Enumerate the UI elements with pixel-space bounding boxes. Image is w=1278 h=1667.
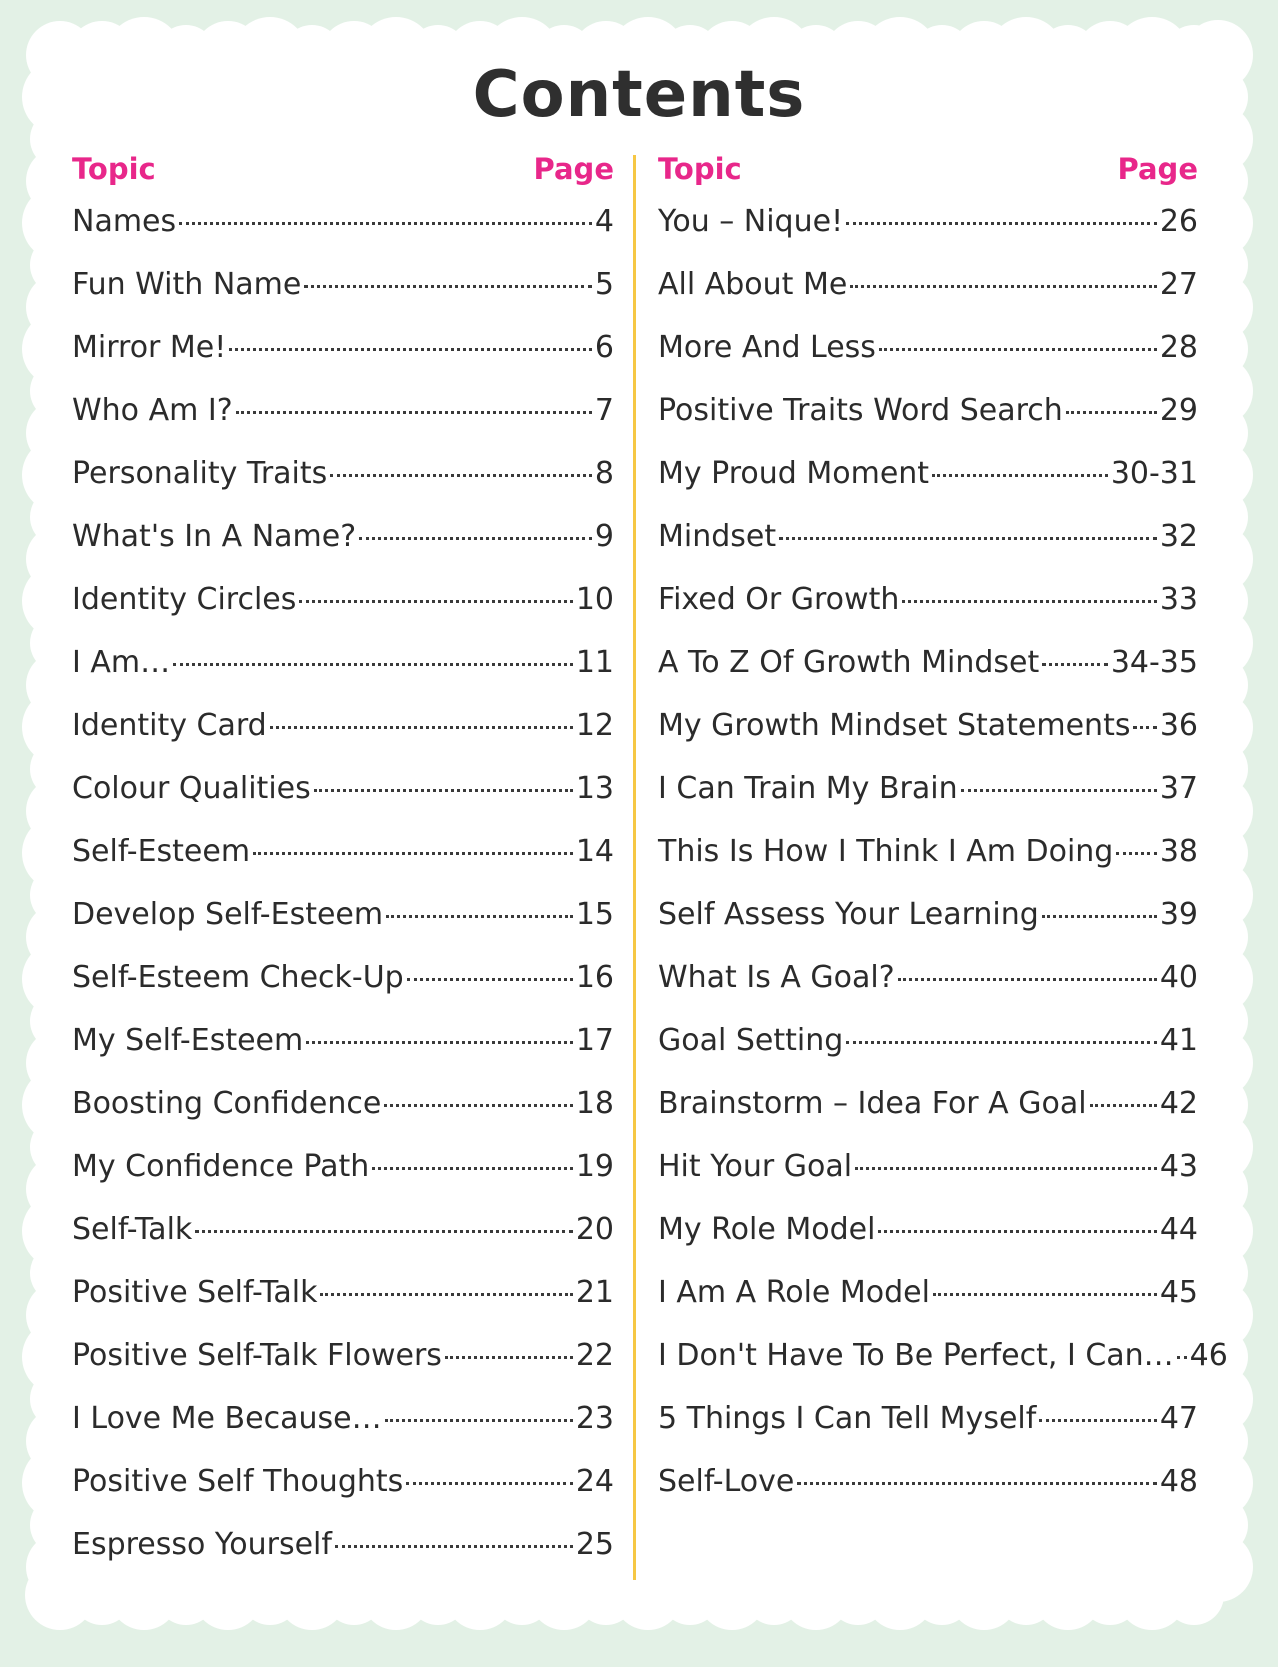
dot-leader [384,1104,573,1107]
toc-entry [72,1513,614,1576]
toc-entry [72,1261,614,1324]
toc-entry-topic: Boosting Confidence [72,1086,382,1121]
toc-entry-page: 16 [575,960,614,995]
toc-entry-page: 45 [1159,1275,1198,1310]
toc-entry [72,1198,614,1261]
toc-entry-topic: Positive Self-Talk Flowers [72,1338,442,1373]
toc-entry-page: 27 [1159,267,1198,302]
dot-leader [407,978,573,981]
toc-entry-topic: Personality Traits [72,456,328,491]
toc-entry-page: 38 [1159,834,1198,869]
dot-leader [879,348,1157,351]
dot-leader [385,1419,573,1422]
toc-entry-topic: Positive Self Thoughts [72,1464,404,1499]
toc-list-left [72,190,614,1576]
dot-leader [1042,663,1108,666]
toc-entry-page: 19 [575,1149,614,1184]
toc-entry-page: 13 [575,771,614,806]
toc-entry [658,442,1198,505]
toc-entry-topic: Colour Qualities [72,771,311,806]
toc-entry-topic: Self Assess Your Learning [658,897,1039,932]
toc-entry [658,1261,1198,1324]
toc-column-right [658,148,1228,1513]
toc-entry-page: 9 [594,519,614,554]
dot-leader [1133,726,1156,729]
toc-entry-page: 10 [575,582,614,617]
dot-leader [335,1545,573,1548]
dot-leader [195,1230,573,1233]
toc-entry-page: 30-31 [1110,456,1198,491]
toc-entry-topic: Self-Esteem Check-Up [72,960,404,995]
toc-list-right [658,190,1228,1513]
toc-entry-topic: My Growth Mindset Statements [658,708,1131,743]
toc-entry [72,190,614,253]
toc-entry [658,820,1198,883]
dot-leader [1116,852,1156,855]
toc-entry-topic: Goal Setting [658,1023,844,1058]
toc-entry-page: 25 [575,1527,614,1562]
toc-entry [72,1387,614,1450]
dot-leader [320,1293,572,1296]
toc-entry-page: 41 [1159,1023,1198,1058]
toc-entry [72,316,614,379]
toc-entry-topic: Mirror Me! [72,330,227,365]
toc-entry [72,1135,614,1198]
toc-entry-page: 23 [575,1401,614,1436]
toc-entry-topic: Hit Your Goal [658,1149,853,1184]
dot-leader [386,915,573,918]
dot-leader [359,537,592,540]
toc-entry [658,1009,1198,1072]
toc-entry-topic: I Am… [72,645,171,680]
dot-leader [961,789,1157,792]
dot-leader [779,537,1157,540]
toc-entry-page: 42 [1159,1086,1198,1121]
dot-leader [1066,411,1157,414]
dot-leader [1039,1419,1157,1422]
toc-entry [72,253,614,316]
column-header [72,148,614,190]
toc-entry-page: 6 [594,330,614,365]
page-title: Contents [472,58,806,132]
toc-entry-topic: I Don't Have To Be Perfect, I Can… [658,1338,1174,1373]
toc-entry-page: 39 [1159,897,1198,932]
toc-entry-topic: More And Less [658,330,876,365]
toc-entry-topic: 5 Things I Can Tell Myself [658,1401,1037,1436]
dot-leader [304,285,592,288]
toc-entry [658,379,1198,442]
toc-entry-page: 14 [575,834,614,869]
toc-entry-topic: Fixed Or Growth [658,582,900,617]
page-header: Page [1117,152,1198,186]
toc-entry-topic: This Is How I Think I Am Doing [658,834,1114,869]
toc-entry [658,1072,1198,1135]
toc-entry-page: 32 [1159,519,1198,554]
toc-entry-topic: Identity Card [72,708,267,743]
toc-entry [658,694,1198,757]
column-header [658,148,1198,190]
dot-leader [850,285,1157,288]
toc-entry [72,568,614,631]
dot-leader [236,411,592,414]
toc-entry-topic: I Am A Role Model [658,1275,930,1310]
toc-entry [72,379,614,442]
toc-entry-topic: I Can Train My Brain [658,771,958,806]
toc-entry-topic: What Is A Goal? [658,960,895,995]
page-header: Page [533,152,614,186]
toc-entry [658,631,1198,694]
toc-entry-page: 36 [1159,708,1198,743]
dot-leader [314,789,573,792]
dot-leader [299,600,572,603]
toc-entry-topic: Self-Talk [72,1212,193,1247]
toc-entry [72,1072,614,1135]
toc-entry [72,820,614,883]
dot-leader [253,852,573,855]
dot-leader [1090,1104,1157,1107]
toc-entry [72,1324,614,1387]
toc-entry [72,1450,614,1513]
dot-leader [1177,1356,1187,1359]
toc-entry-page: 28 [1159,330,1198,365]
toc-entry-topic: My Role Model [658,1212,876,1247]
toc-entry-topic: Espresso Yourself [72,1527,332,1562]
dot-leader [330,474,592,477]
toc-entry [72,1009,614,1072]
toc-entry-topic: Positive Traits Word Search [658,393,1063,428]
toc-entry [72,505,614,568]
toc-entry-topic: Brainstorm – Idea For A Goal [658,1086,1087,1121]
dot-leader [878,1230,1156,1233]
dot-leader [797,1482,1156,1485]
toc-entry [658,190,1198,253]
column-divider [633,155,636,1580]
dot-leader [855,1167,1157,1170]
toc-entry-page: 47 [1159,1401,1198,1436]
topic-header: Topic [658,152,742,186]
toc-entry [72,946,614,1009]
toc-entry-topic: Positive Self-Talk [72,1275,318,1310]
toc-entry-topic: A To Z Of Growth Mindset [658,645,1040,680]
dot-leader [932,474,1108,477]
toc-entry-topic: Self-Love [658,1464,795,1499]
toc-entry [72,442,614,505]
toc-entry-page: 34-35 [1110,645,1198,680]
dot-leader [229,348,592,351]
dot-leader [270,726,573,729]
toc-entry [658,505,1198,568]
dot-leader [898,978,1157,981]
toc-entry-page: 48 [1159,1464,1198,1499]
dot-leader [1042,915,1157,918]
toc-entry-page: 26 [1159,204,1198,239]
toc-entry-page: 40 [1159,960,1198,995]
toc-entry-page: 43 [1159,1149,1198,1184]
toc-entry-page: 11 [575,645,614,680]
toc-entry-page: 29 [1159,393,1198,428]
toc-entry-topic: Self-Esteem [72,834,251,869]
dot-leader [445,1356,573,1359]
dot-leader [179,222,592,225]
toc-entry-topic: My Proud Moment [658,456,930,491]
toc-entry-topic: My Self-Esteem [72,1023,304,1058]
toc-entry-page: 5 [594,267,614,302]
toc-entry-topic: Develop Self-Esteem [72,897,384,932]
toc-entry [658,883,1198,946]
toc-column-left [72,148,614,1576]
topic-header: Topic [72,152,156,186]
toc-entry-page: 24 [575,1464,614,1499]
toc-entry-page: 4 [594,204,614,239]
dot-leader [933,1293,1157,1296]
toc-entry [658,1387,1198,1450]
toc-entry-topic: What's In A Name? [72,519,357,554]
toc-entry-topic: Identity Circles [72,582,297,617]
toc-entry-page: 46 [1189,1338,1228,1373]
toc-entry-topic: Mindset [658,519,777,554]
toc-entry [658,1450,1198,1513]
toc-entry-page: 33 [1159,582,1198,617]
toc-entry [658,253,1198,316]
dot-leader [306,1041,573,1044]
dot-leader [372,1167,573,1170]
toc-entry [658,316,1198,379]
toc-entry-page: 15 [575,897,614,932]
toc-entry [658,1324,1228,1387]
toc-entry-topic: You – Nique! [658,204,844,239]
dot-leader [846,1041,1157,1044]
toc-entry-topic: I Love Me Because… [72,1401,382,1436]
toc-entry-topic: All About Me [658,267,848,302]
dot-leader [406,1482,573,1485]
toc-entry [72,631,614,694]
toc-entry-page: 12 [575,708,614,743]
toc-entry-page: 22 [575,1338,614,1373]
toc-entry [658,1198,1198,1261]
toc-entry [72,694,614,757]
toc-entry-page: 44 [1159,1212,1198,1247]
toc-entry-page: 17 [575,1023,614,1058]
toc-entry [658,1135,1198,1198]
toc-entry [658,757,1198,820]
dot-leader [846,222,1157,225]
toc-entry-page: 21 [575,1275,614,1310]
toc-entry-page: 20 [575,1212,614,1247]
dot-leader [173,663,573,666]
toc-entry-page: 7 [594,393,614,428]
toc-entry-page: 18 [575,1086,614,1121]
toc-entry-topic: Fun With Name [72,267,302,302]
toc-entry [658,568,1198,631]
toc-entry-page: 37 [1159,771,1198,806]
toc-entry [72,757,614,820]
dot-leader [902,600,1156,603]
toc-entry [658,946,1198,1009]
toc-entry-topic: My Confidence Path [72,1149,370,1184]
toc-entry-page: 8 [594,456,614,491]
toc-entry [72,883,614,946]
toc-entry-topic: Names [72,204,177,239]
toc-entry-topic: Who Am I? [72,393,233,428]
